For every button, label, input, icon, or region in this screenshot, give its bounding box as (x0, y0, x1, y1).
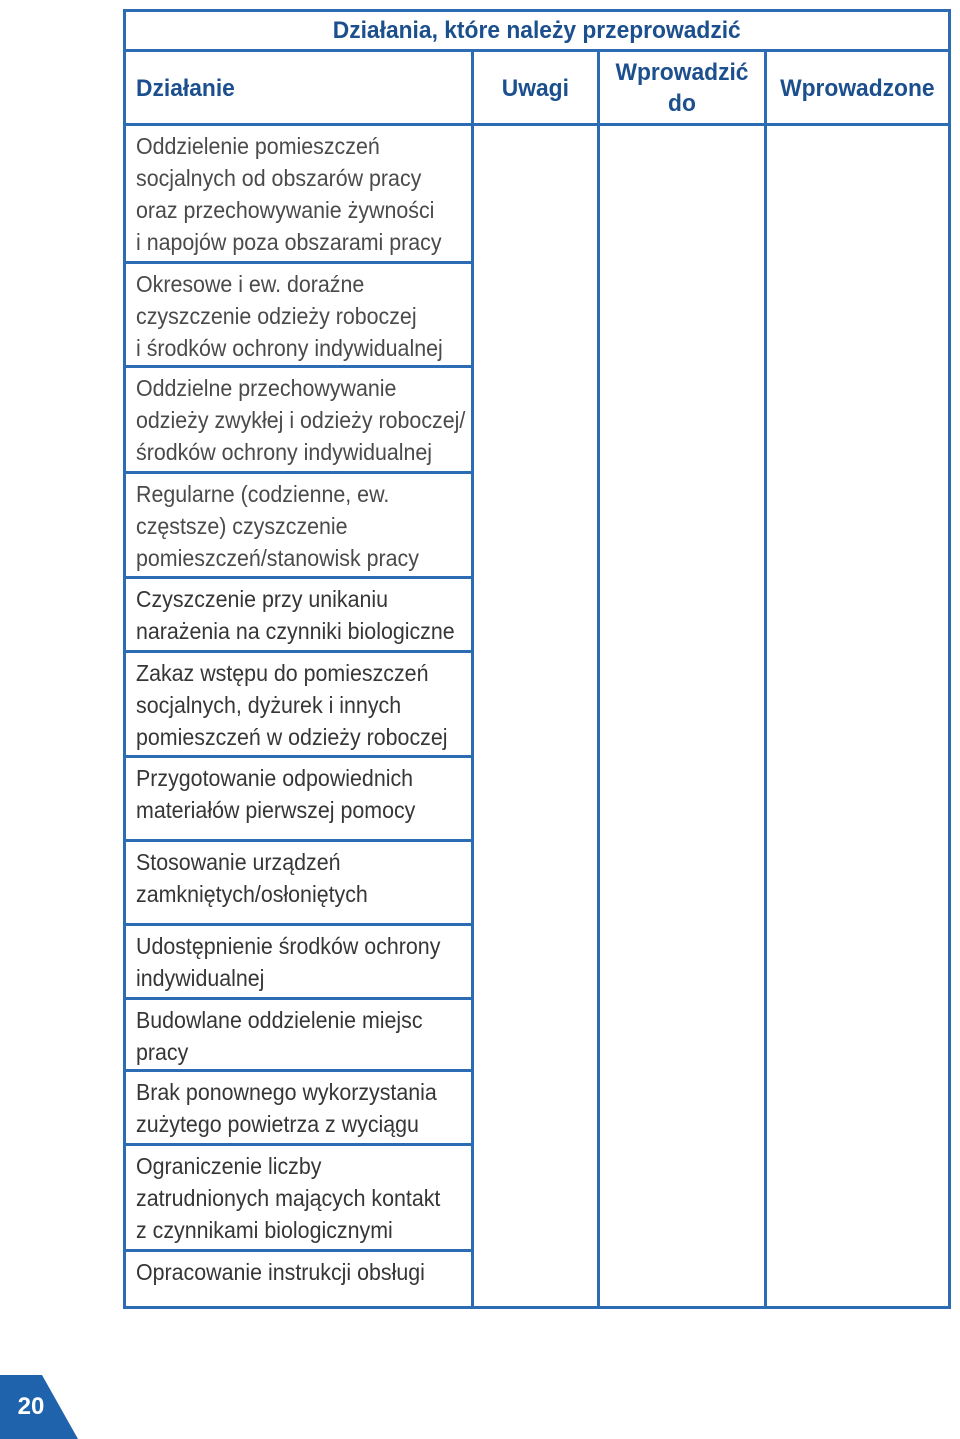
action-text-line: narażenia na czynniki biologiczne (136, 618, 455, 644)
action-text-line: Brak ponownego wykorzystania (136, 1079, 437, 1105)
header-implement-by-line: Wprowadzić (615, 59, 749, 86)
title-divider (123, 49, 951, 52)
action-cell (126, 1144, 471, 1250)
action-text-line: Okresowe i ew. doraźne (136, 271, 365, 297)
action-text-line: Opracowanie instrukcji obsługi (136, 1259, 425, 1285)
header-implement-by-line: do (668, 90, 696, 117)
action-text-line: Budowlane oddzielenie miejsc (136, 1007, 423, 1033)
action-cell (126, 366, 471, 472)
action-text-line: częstsze) czyszczenie (136, 513, 348, 539)
action-text-line: i napojów poza obszarami pracy (136, 229, 442, 255)
action-text-line: indywidualnej (136, 965, 265, 991)
table-title (126, 12, 948, 49)
action-text-line: i środków ochrony indywidualnej (136, 335, 443, 361)
action-text-line: zużytego powietrza z wyciągu (136, 1111, 419, 1137)
action-text-line: Stosowanie urządzeń (136, 849, 341, 875)
action-cell (126, 1250, 471, 1308)
action-text-line: oraz przechowywanie żywności (136, 197, 435, 223)
action-text-line: czyszczenie odzieży roboczej (136, 303, 417, 329)
action-text-line: socjalnych od obszarów pracy (136, 165, 422, 191)
header-notes-text: Uwagi (501, 75, 570, 102)
action-text-line: zamkniętych/osłoniętych (136, 881, 368, 907)
action-text-line: pracy (136, 1039, 189, 1065)
action-text-line: Czyszczenie przy unikaniu (136, 586, 389, 612)
action-cell (126, 124, 471, 262)
action-text-line: Oddzielenie pomieszczeń (136, 133, 380, 159)
implement-by-column (600, 126, 764, 1306)
header-action (136, 73, 240, 104)
action-text-line: zatrudnionych mających kontakt (136, 1185, 441, 1211)
action-cell (126, 472, 471, 577)
action-text-line: pomieszczeń/stanowisk pracy (136, 545, 419, 571)
header-implemented (767, 73, 948, 104)
action-text-line: Ograniczenie liczby (136, 1153, 322, 1179)
action-text-line: Zakaz wstępu do pomieszczeń (136, 660, 429, 686)
action-text-line: Oddzielne przechowywanie (136, 375, 397, 401)
action-cell (126, 651, 471, 756)
action-text-line: Regularne (codzienne, ew. (136, 481, 390, 507)
implemented-column (767, 126, 948, 1306)
action-text-line: materiałów pierwszej pomocy (136, 797, 416, 823)
action-text-line: pomieszczeń w odzieży roboczej (136, 724, 448, 750)
notes-column (474, 126, 597, 1306)
page-number: 20 (17, 1393, 45, 1420)
header-action-text: Działanie (136, 75, 235, 102)
action-text-line: odzieży zwykłej i odzieży roboczej/ (136, 407, 466, 433)
action-text-line: z czynnikami biologicznymi (136, 1217, 393, 1243)
action-text-line: Udostępnienie środków ochrony (136, 933, 441, 959)
action-text-line: środków ochrony indywidualnej (136, 439, 433, 465)
action-cell (126, 262, 471, 366)
action-text-line: socjalnych, dyżurek i innych (136, 692, 402, 718)
action-text-line: Przygotowanie odpowiednich (136, 765, 414, 791)
header-implement-by (600, 57, 764, 119)
action-cell (126, 998, 471, 1070)
action-cell (126, 840, 471, 924)
action-cell (126, 577, 471, 651)
table-title-text: Działania, które należy przeprowadzić (333, 17, 741, 44)
header-notes (474, 73, 597, 104)
header-implemented-text: Wprowadzone (780, 75, 935, 102)
action-cell (126, 756, 471, 840)
action-cell (126, 1070, 471, 1144)
action-cell (126, 924, 471, 998)
